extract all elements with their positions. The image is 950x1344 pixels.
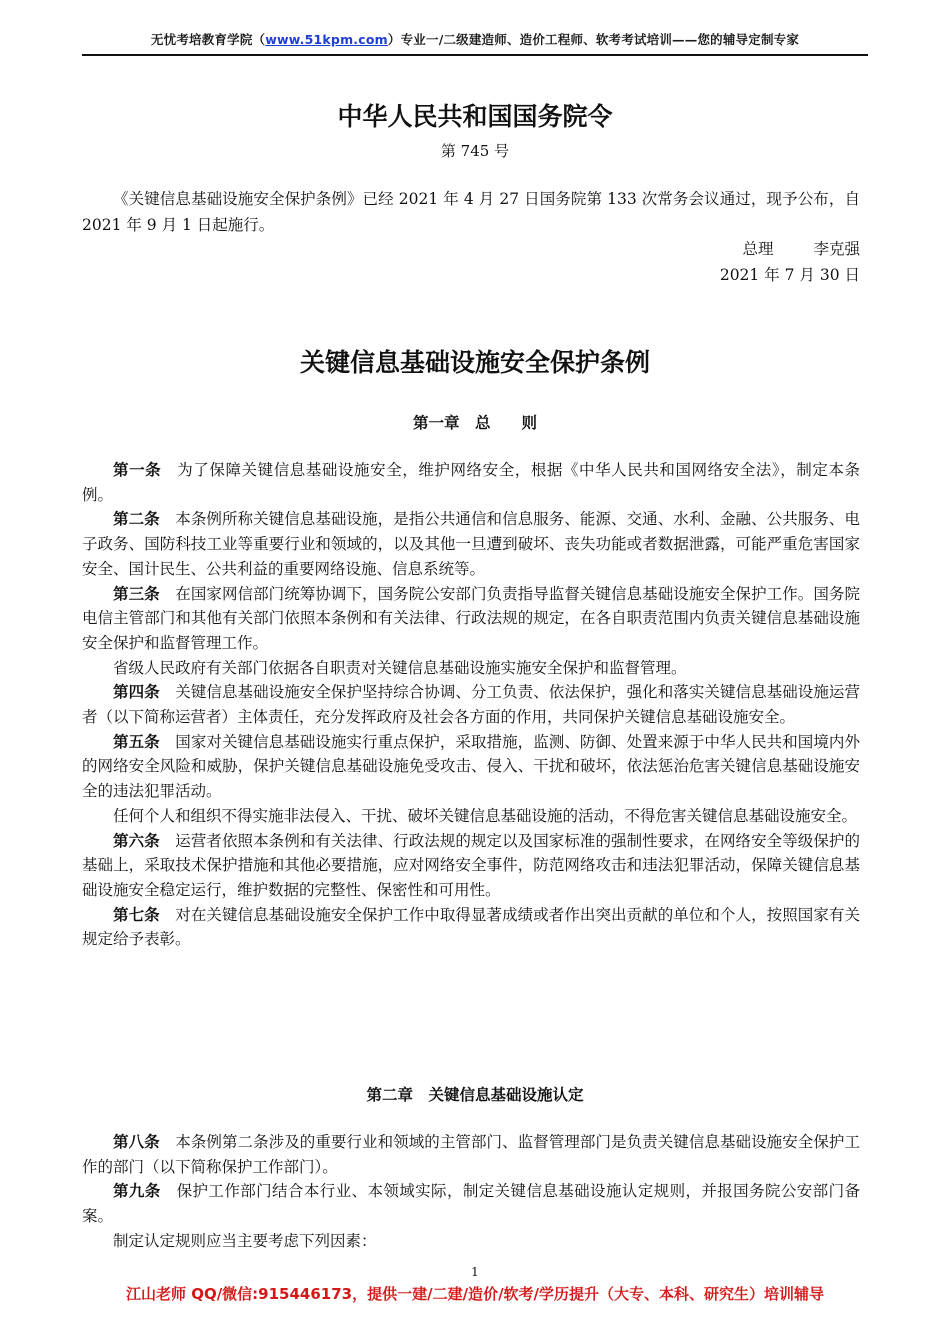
chapter-1-heading: 第一章 总 则	[412, 414, 537, 432]
header-prefix: 无忧考培教育学院（	[150, 32, 266, 47]
chapter-2-body	[82, 1130, 860, 1254]
article-label: 第四条	[113, 683, 160, 702]
signer-name: 李克强	[813, 240, 860, 258]
signature-date: 2021 年 7 月 30 日	[719, 266, 860, 284]
article-5	[82, 730, 860, 804]
article-3-paragraph-2: 省级人民政府有关部门依据各自职责对关键信息基础设施实施安全保护和监督管理。	[113, 658, 687, 677]
chapter-2-heading: 第二章 关键信息基础设施认定	[366, 1086, 584, 1104]
article-2	[82, 507, 860, 581]
article-1	[82, 458, 860, 507]
article-label: 第九条	[113, 1182, 161, 1201]
article-9-paragraph-2: 制定认定规则应当主要考虑下列因素：	[113, 1231, 377, 1250]
decree-intro: 《关键信息基础设施安全保护条例》已经 2021 年 4 月 27 日国务院第 133 次常务会议通过，现予公布，自 2021 年 9 月 1 日起施行。	[82, 190, 860, 234]
article-label: 第八条	[113, 1133, 160, 1151]
article-4	[82, 680, 860, 729]
article-label: 第五条	[113, 732, 160, 751]
page-header	[82, 30, 868, 56]
article-text: 国家对关键信息基础设施实行重点保护，采取措施，监测、防御、处置来源于中华人民共和国境内外的网络安全风险和威胁，保护关键信息基础设施免受攻击、侵入、干扰和破坏，依法惩治危害关键信息基础设施安全的违法犯罪活动。	[82, 732, 860, 801]
signature	[742, 236, 860, 262]
article-text: 在国家网信部门统筹协调下，国务院公安部门负责指导监督关键信息基础设施安全保护工作。国务院电信主管部门和其他有关部门依照本条例和有关法律、行政法规的规定，在各自职责范围内负责关键信息基础设施安全保护和监督管理工作。	[82, 584, 860, 652]
article-7	[82, 903, 860, 952]
page-footer: 江山老师 QQ/微信:915446173，提供一建/二建/造价/软考/学历提升（大专、本科、研究生）培训辅导	[125, 1285, 825, 1303]
article-6	[82, 829, 860, 903]
article-3	[82, 582, 860, 656]
article-5-paragraph-2: 任何个人和组织不得实施非法侵入、干扰、破坏关键信息基础设施的活动，不得危害关键信息基础设施安全。	[113, 806, 858, 825]
article-label: 第六条	[113, 831, 160, 850]
article-label: 第二条	[113, 510, 160, 529]
article-text: 为了保障关键信息基础设施安全，维护网络安全，根据《中华人民共和国网络安全法》，制定本条例。	[82, 461, 860, 504]
decree-title: 中华人民共和国国务院令	[337, 102, 613, 131]
chapter-1-body	[82, 458, 860, 952]
header-suffix: ）专业一/二级建造师、造价工程师、软考考试培训——您的辅导定制专家	[387, 32, 800, 47]
header-link[interactable]: www.51kpm.com	[265, 32, 388, 47]
regulation-title: 关键信息基础设施安全保护条例	[299, 348, 650, 377]
article-text: 本条例所称关键信息基础设施，是指公共通信和信息服务、能源、交通、水利、金融、公共服务、电子政务、国防科技工业等重要行业和领域的，以及其他一旦遭到破坏、丧失功能或者数据泄露，可能严重危害国家安全、国计民生、公共利益的重要网络设施、信息系统等。	[82, 510, 860, 578]
decree-number: 第 745 号	[440, 142, 510, 160]
article-8	[82, 1130, 860, 1179]
article-text: 关键信息基础设施安全保护坚持综合协调、分工负责、依法保护，强化和落实关键信息基础设施运营者（以下简称运营者）主体责任，充分发挥政府及社会各方面的作用，共同保护关键信息基础设施安全。	[82, 683, 860, 727]
article-text: 运营者依照本条例和有关法律、行政法规的规定以及国家标准的强制性要求，在网络安全等级保护的基础上，采取技术保护措施和其他必要措施，应对网络安全事件，防范网络攻击和违法犯罪活动，保障关键信息基础设施安全稳定运行，维护数据的完整性、保密性和可用性。	[82, 831, 860, 899]
article-9	[82, 1179, 860, 1228]
article-text: 保护工作部门结合本行业、本领域实际，制定关键信息基础设施认定规则，并报国务院公安部门备案。	[82, 1182, 860, 1226]
signer-title: 总理	[742, 240, 774, 258]
article-label: 第一条	[113, 461, 162, 479]
page-number: 1	[471, 1265, 479, 1279]
article-label: 第三条	[113, 584, 160, 603]
article-text: 对在关键信息基础设施安全保护工作中取得显著成绩或者作出突出贡献的单位和个人，按照国家有关规定给予表彰。	[82, 905, 860, 949]
article-label: 第七条	[113, 905, 160, 924]
article-text: 本条例第二条涉及的重要行业和领域的主管部门、监督管理部门是负责关键信息基础设施安全保护工作的部门（以下简称保护工作部门）。	[82, 1133, 860, 1176]
